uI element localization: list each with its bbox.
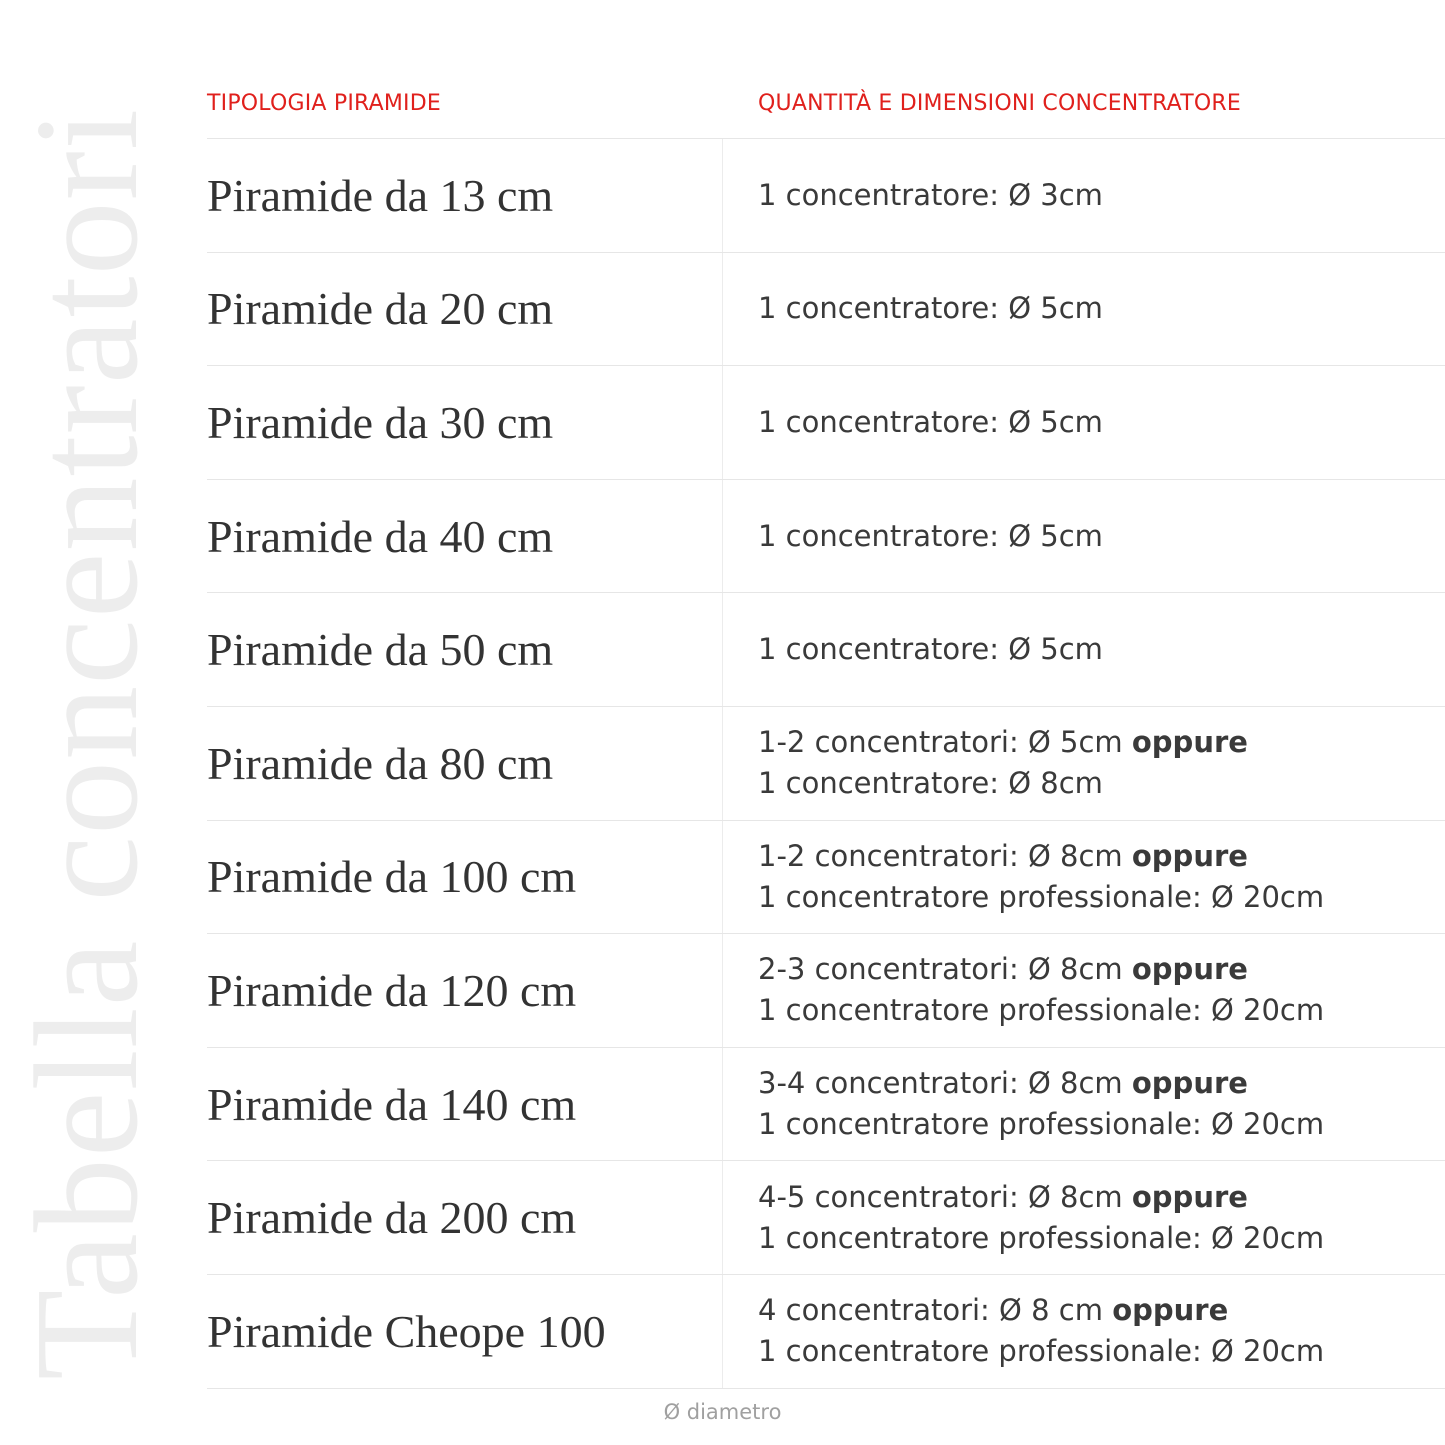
column-divider xyxy=(722,253,723,366)
spec-line-2: 1 concentratore professionale: Ø 20cm xyxy=(758,993,1325,1028)
table-row xyxy=(207,253,1445,367)
spec-or-keyword: oppure xyxy=(1131,952,1248,987)
spec-or-keyword: oppure xyxy=(1112,1293,1229,1328)
column-divider xyxy=(722,139,723,252)
spec-line-1 xyxy=(758,402,1103,443)
spec-text: 3-4 concentratori: Ø 8cm xyxy=(758,1066,1123,1101)
table-row xyxy=(207,1161,1445,1275)
spec-or-keyword: oppure xyxy=(1131,725,1248,760)
concentrator-spec xyxy=(758,934,1324,1047)
spec-line-1 xyxy=(758,288,1103,329)
spec-text: 1 concentratore: Ø 5cm xyxy=(758,632,1103,667)
table-row xyxy=(207,1275,1445,1389)
column-divider xyxy=(722,934,723,1047)
pyramid-name: Piramide da 50 cm xyxy=(207,624,554,676)
spec-line-1 xyxy=(758,836,1324,877)
table-row xyxy=(207,707,1445,821)
table-row xyxy=(207,366,1445,480)
pyramid-name: Piramide da 200 cm xyxy=(207,1192,577,1244)
spec-line-1 xyxy=(758,949,1324,990)
pyramid-name: Piramide da 120 cm xyxy=(207,964,577,1016)
spec-line-1 xyxy=(758,516,1103,557)
column-divider xyxy=(722,707,723,820)
table-row xyxy=(207,1048,1445,1162)
concentrator-spec xyxy=(758,480,1103,593)
pyramid-name: Piramide da 13 cm xyxy=(207,169,554,221)
spec-line-1 xyxy=(758,722,1248,763)
spec-line-2: 1 concentratore professionale: Ø 20cm xyxy=(758,1220,1325,1255)
spec-or-keyword: oppure xyxy=(1131,838,1248,873)
concentrator-spec xyxy=(758,366,1103,479)
pyramid-name: Piramide da 140 cm xyxy=(207,1078,577,1130)
pyramid-name: Piramide da 30 cm xyxy=(207,396,554,448)
pyramid-name: Piramide Cheope 100 xyxy=(207,1305,606,1357)
concentrator-spec xyxy=(758,1161,1324,1274)
spec-text: 4-5 concentratori: Ø 8cm xyxy=(758,1179,1123,1214)
spec-line-2: 1 concentratore professionale: Ø 20cm xyxy=(758,1107,1325,1142)
spec-or-keyword: oppure xyxy=(1131,1066,1248,1101)
table-row xyxy=(207,480,1445,594)
table-row xyxy=(207,593,1445,707)
spec-line-1 xyxy=(758,175,1103,216)
spec-text: 4 concentratori: Ø 8 cm xyxy=(758,1293,1103,1328)
column-divider xyxy=(722,821,723,934)
table-body xyxy=(207,139,1445,1389)
spec-line-2: 1 concentratore professionale: Ø 20cm xyxy=(758,879,1325,914)
concentrator-table xyxy=(207,60,1445,1389)
pyramid-name: Piramide da 80 cm xyxy=(207,737,554,789)
concentrator-spec xyxy=(758,707,1248,820)
spec-or-keyword: oppure xyxy=(1131,1179,1248,1214)
spec-line-2: 1 concentratore: Ø 8cm xyxy=(758,766,1103,801)
table-header xyxy=(207,60,1445,139)
concentrator-spec xyxy=(758,821,1324,934)
footer-note: Ø diametro xyxy=(663,1400,782,1424)
spec-text: 1 concentratore: Ø 3cm xyxy=(758,177,1103,212)
header-pyramid-type: TIPOLOGIA PIRAMIDE xyxy=(207,91,441,116)
concentrator-spec xyxy=(758,1048,1324,1161)
table-row xyxy=(207,934,1445,1048)
column-divider xyxy=(722,1275,723,1388)
header-concentrator-spec: QUANTITÀ E DIMENSIONI CONCENTRATORE xyxy=(758,91,1241,116)
column-divider xyxy=(722,1048,723,1161)
spec-line-2: 1 concentratore professionale: Ø 20cm xyxy=(758,1334,1325,1369)
spec-text: 2-3 concentratori: Ø 8cm xyxy=(758,952,1123,987)
spec-text: 1 concentratore: Ø 5cm xyxy=(758,518,1103,553)
column-divider xyxy=(722,1161,723,1274)
spec-text: 1 concentratore: Ø 5cm xyxy=(758,404,1103,439)
spec-line-1 xyxy=(758,1290,1324,1331)
side-title: Tabella concentratori xyxy=(5,107,169,1380)
spec-line-1 xyxy=(758,629,1103,670)
table-row xyxy=(207,139,1445,253)
spec-text: 1-2 concentratori: Ø 5cm xyxy=(758,725,1123,760)
concentrator-spec xyxy=(758,139,1103,252)
pyramid-name: Piramide da 100 cm xyxy=(207,851,577,903)
concentrator-spec xyxy=(758,253,1103,366)
spec-line-1 xyxy=(758,1177,1324,1218)
concentrator-spec xyxy=(758,1275,1324,1388)
column-divider xyxy=(722,593,723,706)
pyramid-name: Piramide da 20 cm xyxy=(207,283,554,335)
spec-text: 1-2 concentratori: Ø 8cm xyxy=(758,838,1123,873)
column-divider xyxy=(722,366,723,479)
concentrator-spec xyxy=(758,593,1103,706)
table-row xyxy=(207,821,1445,935)
column-divider xyxy=(722,480,723,593)
pyramid-name: Piramide da 40 cm xyxy=(207,510,554,562)
spec-line-1 xyxy=(758,1063,1324,1104)
spec-text: 1 concentratore: Ø 5cm xyxy=(758,291,1103,326)
